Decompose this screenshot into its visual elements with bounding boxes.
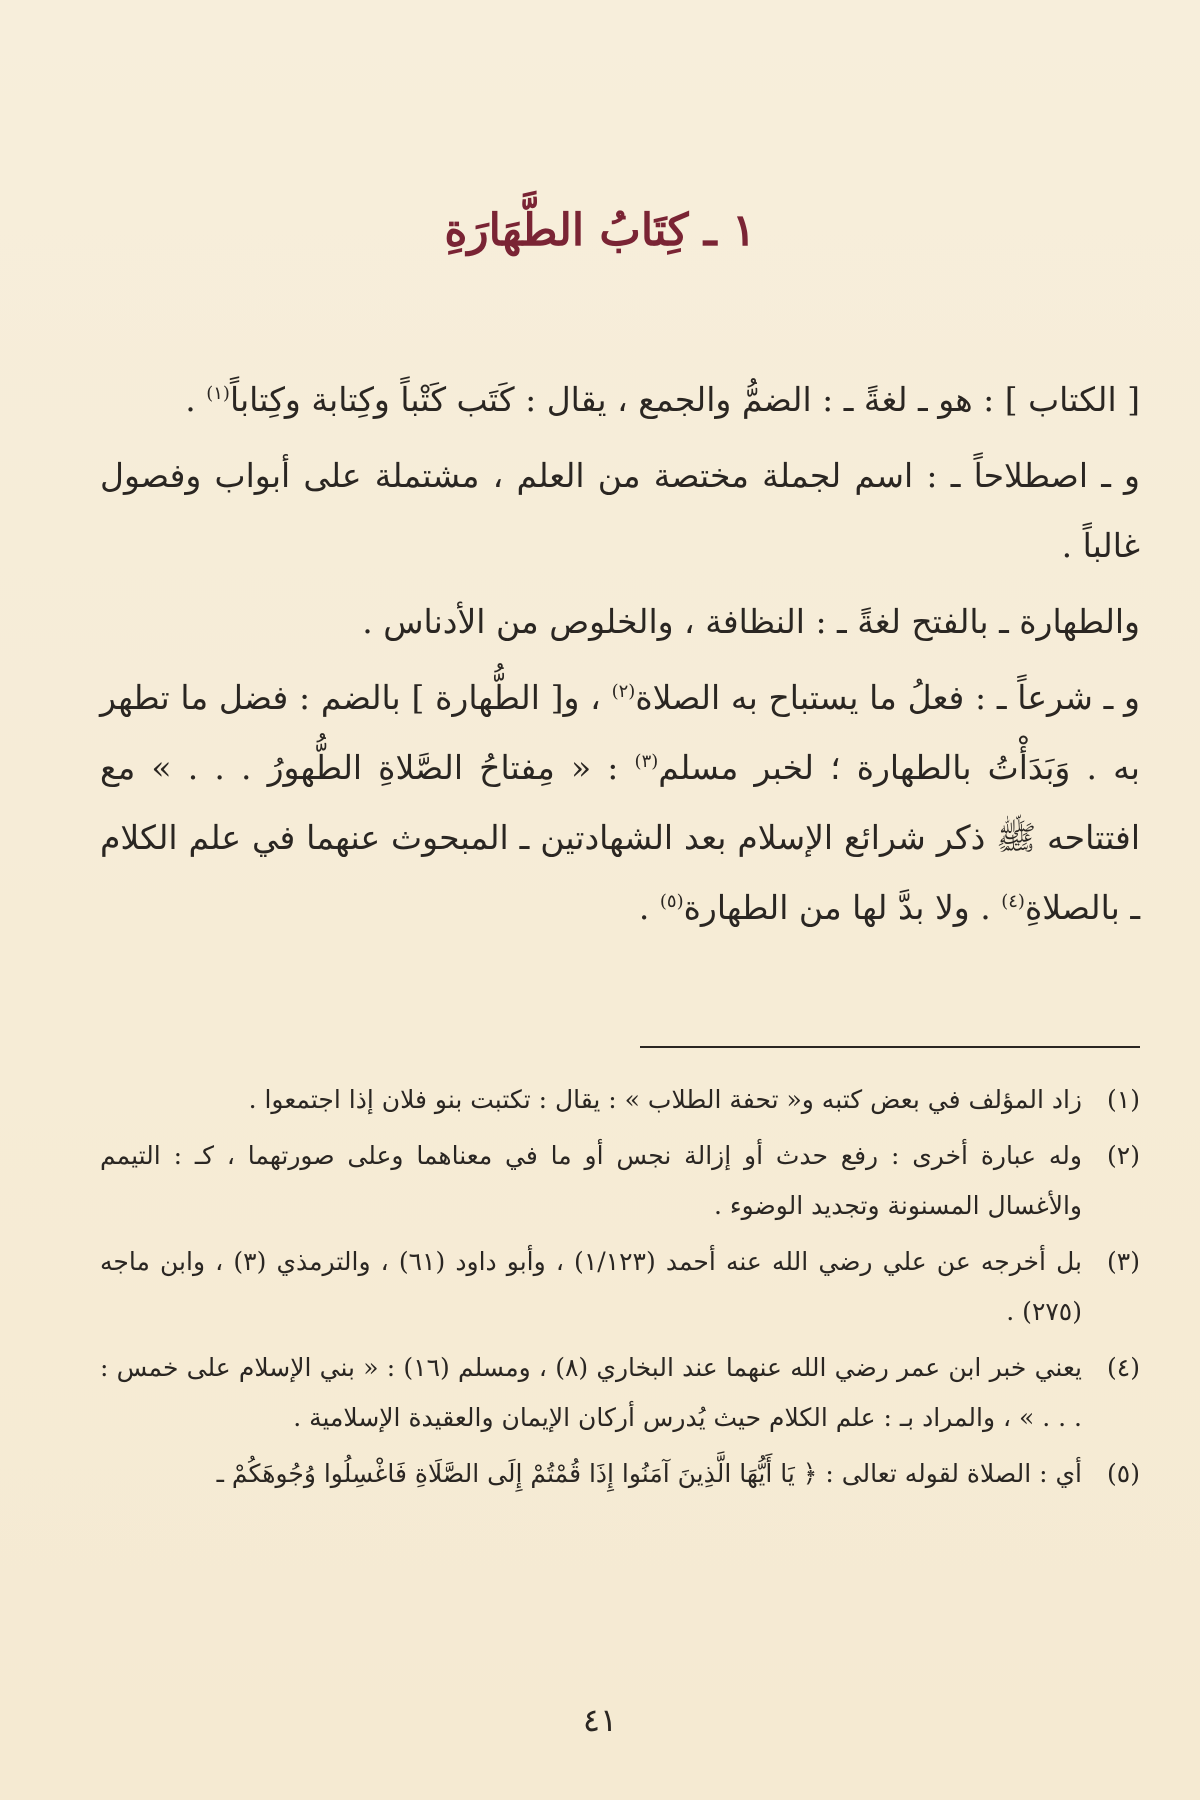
footnote-ref-5[interactable]: (٥) [659, 891, 684, 912]
footnote-text: أي : الصلاة لقوله تعالى : ﴿ يَا أَيُّهَا الَّذِينَ آمَنُوا إِذَا قُمْتُمْ إِلَى الصَّلَاةِ فَاغْسِلُوا وُجُوهَكُمْ ـ [216, 1459, 1082, 1488]
footnote-number: (١) [1107, 1085, 1140, 1114]
paragraph-kitab: [ الكتاب ] : هو ـ لغةً ـ : الضمُّ والجمع ، يقال : كَتَب كَتْباً وكِتابة وكِتاباً$^{(١)}$ . [185, 380, 1140, 419]
paragraph-tahara-shar: و ـ شرعاً ـ : فعلُ ما يستباح به الصلاة$^{(٢)}$ ، و[ الطُّهارة ] بالضم : فضل ما تطهر به . وَبَدَأْتُ بالطهارة ؛ لخبر مسلم$^{(٣)}$ : « مِفتاحُ الصَّلاةِ الطُّهورُ . . . » مع افتتاحه ﷺ ذكر شرائع الإسلام بعد الشهادتين ـ المبحوث عنهما في علم الكلام ـ بالصلاةِ$^{(٤)}$ . ولا بدَّ لها من الطهارة$^{(٥)}$ . [100, 678, 1140, 927]
chapter-title: ١ ـ كِتَابُ الطَّهَارَةِ [444, 205, 756, 256]
footnote-separator [640, 1046, 1140, 1048]
footnote-text: زاد المؤلف في بعض كتبه و« تحفة الطلاب » : يقال : تكتبت بنو فلان إذا اجتمعوا . [248, 1085, 1082, 1114]
footnote-text: وله عبارة أخرى : رفع حدث أو إزالة نجس أو ما في معناهما وعلى صورتهما ، كـ : التيمم والأغسال المسنونة وتجديد الوضوء . [100, 1141, 1082, 1220]
footnote-ref-2[interactable]: (٢) [611, 681, 636, 702]
paragraph-tahara-lugha: والطهارة ـ بالفتح لغةً ـ : النظافة ، والخلوص من الأدناس . [362, 602, 1140, 641]
main-text [100, 365, 1140, 949]
footnote-ref-1[interactable]: (١) [206, 383, 230, 404]
footnote-ref-3[interactable]: (٣) [634, 751, 659, 772]
footnote-4 [100, 1343, 1140, 1443]
footnote-1 [100, 1075, 1140, 1125]
footnote-number: (٣) [1107, 1247, 1140, 1276]
page-number: ٤١ [582, 1701, 618, 1739]
footnotes [100, 1075, 1140, 1505]
footnote-number: (٢) [1107, 1141, 1140, 1170]
footnote-ref-4[interactable]: (٤) [1001, 891, 1025, 912]
paragraph-istilah: و ـ اصطلاحاً ـ : اسم لجملة مختصة من العلم ، مشتملة على أبواب وفصول غالباً . [100, 456, 1140, 565]
footnote-number: (٤) [1107, 1353, 1140, 1382]
footnote-number: (٥) [1107, 1459, 1140, 1488]
footnote-2 [100, 1131, 1140, 1231]
footnote-3 [100, 1237, 1140, 1337]
footnote-text: يعني خبر ابن عمر رضي الله عنهما عند البخاري (٨) ، ومسلم (١٦) : « بني الإسلام على خمس : . . . » ، والمراد بـ : علم الكلام حيث يُدرس أركان الإيمان والعقيدة الإسلامية . [100, 1353, 1082, 1432]
footnote-text: بل أخرجه عن علي رضي الله عنه أحمد (١/١٢٣) ، وأبو داود (٦١) ، والترمذي (٣) ، وابن ماجه (٢٧٥) . [100, 1247, 1082, 1326]
footnote-5 [100, 1449, 1140, 1499]
